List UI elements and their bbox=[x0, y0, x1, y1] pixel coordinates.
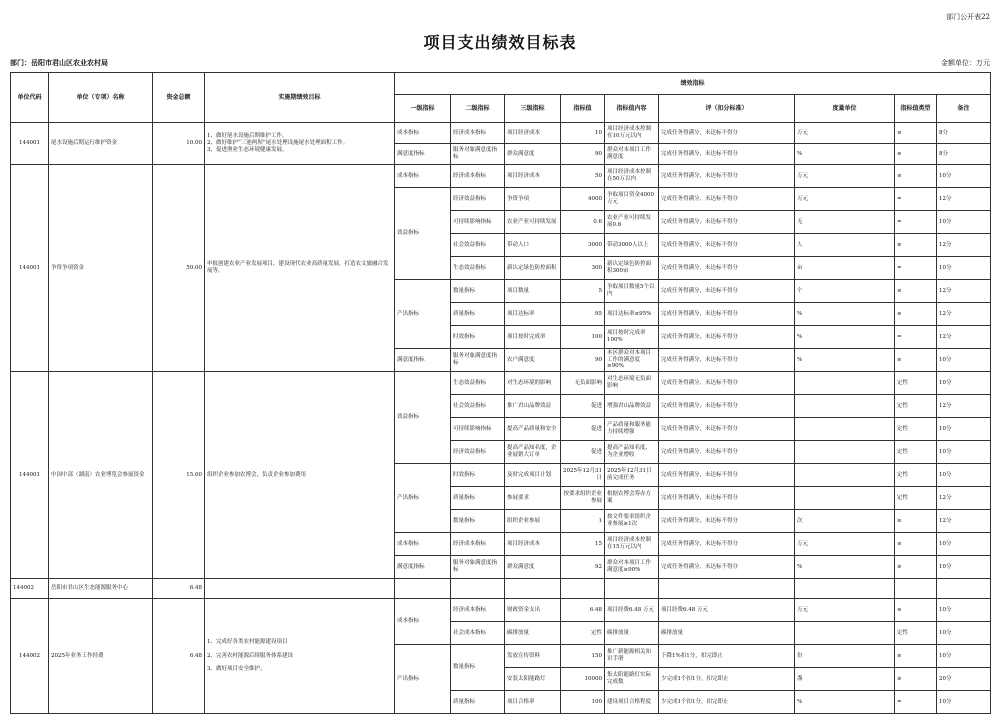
note-cell: 10分 bbox=[937, 464, 991, 487]
level3-cell: 群众满意度 bbox=[505, 556, 561, 579]
unit-code-cell: 144001 bbox=[11, 123, 49, 165]
criteria-cell: 少完成1个扣1分，扣完即止 bbox=[659, 691, 795, 714]
value-cell: 100 bbox=[561, 326, 605, 349]
level1-cell: 效益指标 bbox=[395, 372, 451, 464]
note-cell: 12分 bbox=[937, 188, 991, 211]
level2-cell: 服务对象满意度指标 bbox=[451, 144, 505, 165]
type-cell: ≥ bbox=[895, 144, 937, 165]
content-cell: 群众对本项目工作满意度 bbox=[605, 144, 659, 165]
criteria-cell: 项目经费6.48 万元 bbox=[659, 599, 795, 622]
page-number-label: 部门公开表22 bbox=[946, 13, 990, 21]
type-cell: 定性 bbox=[895, 395, 937, 418]
header-criteria: 评（扣分标准） bbox=[659, 95, 795, 123]
level1-cell: 满意度指标 bbox=[395, 349, 451, 372]
level3-cell: 提高产品质量和安全 bbox=[505, 418, 561, 441]
type-cell: ≥ bbox=[895, 510, 937, 533]
level3-cell: 项目达标率 bbox=[505, 303, 561, 326]
value-cell: 2025年12月31日 bbox=[561, 464, 605, 487]
level3-cell: 争资争项 bbox=[505, 188, 561, 211]
unit-code-cell: 144002 bbox=[11, 599, 49, 714]
content-cell: 对生态环境无负面影响 bbox=[605, 372, 659, 395]
level3-cell: 新认定绿色防控面积 bbox=[505, 257, 561, 280]
unit-summary-row bbox=[11, 579, 991, 599]
measure-cell bbox=[795, 441, 895, 464]
level3-cell: 农户满意度 bbox=[505, 349, 561, 372]
type-cell: ≥ bbox=[895, 234, 937, 257]
total-funds-cell: 10.00 bbox=[153, 123, 205, 165]
note-cell: 12分 bbox=[937, 326, 991, 349]
note-cell: 10分 bbox=[937, 441, 991, 464]
content-cell: 带动3000人以上 bbox=[605, 234, 659, 257]
criteria-cell: 完成任务得满分，未达标不得分 bbox=[659, 280, 795, 303]
measure-cell bbox=[795, 418, 895, 441]
header-unit-name: 单位（专项）名称 bbox=[49, 73, 153, 123]
type-cell: ≤ bbox=[895, 599, 937, 622]
value-cell: 300 bbox=[561, 257, 605, 280]
value-cell: 无负面影响 bbox=[561, 372, 605, 395]
value-cell: 10 bbox=[561, 123, 605, 144]
level2-cell: 经济成本指标 bbox=[451, 599, 505, 622]
note-cell: 10分 bbox=[937, 645, 991, 668]
level2-cell: 社会成本指标 bbox=[451, 622, 505, 645]
note-cell: 10分 bbox=[937, 418, 991, 441]
total-funds-cell: 6.48 bbox=[153, 599, 205, 714]
content-cell: 群众对本项目工作满意度≥90% bbox=[605, 556, 659, 579]
measure-cell: % bbox=[795, 144, 895, 165]
note-cell: 10分 bbox=[937, 533, 991, 556]
content-cell: 项目经济成本控制在15万元以内 bbox=[605, 533, 659, 556]
criteria-cell: 完成任务得满分，未达标不得分 bbox=[659, 487, 795, 510]
page-title: 项目支出绩效目标表 bbox=[423, 33, 577, 52]
level2-cell: 时效指标 bbox=[451, 326, 505, 349]
level2-cell: 数量指标 bbox=[451, 510, 505, 533]
header-value: 指标值 bbox=[561, 95, 605, 123]
type-cell: ≤ bbox=[895, 533, 937, 556]
empty-cell bbox=[395, 579, 451, 599]
header-unit-code: 单位代码 bbox=[11, 73, 49, 123]
content-cell: 项目经济成本控制在50万以内 bbox=[605, 165, 659, 188]
measure-cell bbox=[795, 372, 895, 395]
empty-cell bbox=[205, 579, 395, 599]
note-cell: 10分 bbox=[937, 599, 991, 622]
content-cell: 集太阳能路灯实际完成数 bbox=[605, 668, 659, 691]
content-cell: 推广新能源相关知识手册 bbox=[605, 645, 659, 668]
level2-cell: 数量指标 bbox=[451, 280, 505, 303]
level2-cell: 时效指标 bbox=[451, 464, 505, 487]
measure-cell: % bbox=[795, 556, 895, 579]
type-cell: 定性 bbox=[895, 464, 937, 487]
level3-cell: 组织企业参展 bbox=[505, 510, 561, 533]
empty-cell bbox=[895, 579, 937, 599]
content-cell: 碳排放量 bbox=[605, 622, 659, 645]
value-cell: 150 bbox=[561, 645, 605, 668]
level1-cell: 产出指标 bbox=[395, 645, 451, 714]
unit-name-cell: 岳阳市君山区生态能源服务中心 bbox=[49, 579, 153, 599]
criteria-cell: 完成任务得满分，未达标不得分 bbox=[659, 144, 795, 165]
value-cell: 1 bbox=[561, 510, 605, 533]
measure-cell: 次 bbox=[795, 510, 895, 533]
measure-cell: 人 bbox=[795, 234, 895, 257]
criteria-cell: 完成任务得满分，未达标不得分 bbox=[659, 395, 795, 418]
level2-cell: 可持续影响指标 bbox=[451, 211, 505, 234]
type-cell: 定性 bbox=[895, 487, 937, 510]
type-cell: ≥ bbox=[895, 303, 937, 326]
criteria-cell: 完成任务得满分，未达标不得分 bbox=[659, 441, 795, 464]
note-cell: 8分 bbox=[937, 144, 991, 165]
level3-cell: 项目数量 bbox=[505, 280, 561, 303]
type-cell: ≥ bbox=[895, 668, 937, 691]
content-cell: 2025年12月31日前完成任务 bbox=[605, 464, 659, 487]
value-cell: 5 bbox=[561, 280, 605, 303]
criteria-cell: 完成任务得满分，未达标不得分 bbox=[659, 303, 795, 326]
level1-cell: 成本指标 bbox=[395, 165, 451, 188]
note-cell: 12分 bbox=[937, 487, 991, 510]
level2-cell: 服务对象满意度指标 bbox=[451, 556, 505, 579]
goal-cell: 组织企业参加农博会，负责企业参加费用 bbox=[205, 372, 395, 579]
value-cell: 100 bbox=[561, 691, 605, 714]
type-cell: = bbox=[895, 326, 937, 349]
content-cell: 新认定绿色防控面积300亩 bbox=[605, 257, 659, 280]
value-cell: 15 bbox=[561, 533, 605, 556]
level3-cell: 发放宣传资料 bbox=[505, 645, 561, 668]
type-cell: = bbox=[895, 211, 937, 234]
criteria-cell: 完成任务得满分，未达标不得分 bbox=[659, 349, 795, 372]
table-row bbox=[11, 372, 991, 395]
value-cell: 92 bbox=[561, 556, 605, 579]
criteria-cell: 完成任务得满分，未达标不得分 bbox=[659, 326, 795, 349]
type-cell: = bbox=[895, 188, 937, 211]
content-cell: 争取项目数量5个以内 bbox=[605, 280, 659, 303]
value-cell: 促进 bbox=[561, 441, 605, 464]
level3-cell: 碳排放量 bbox=[505, 622, 561, 645]
measure-cell bbox=[795, 622, 895, 645]
note-cell: 10分 bbox=[937, 372, 991, 395]
measure-cell: 亩 bbox=[795, 257, 895, 280]
measure-cell bbox=[795, 395, 895, 418]
criteria-cell: 完成任务得满分，未达标不得分 bbox=[659, 211, 795, 234]
content-cell: 本区群众对本项目工作的满意度≥90% bbox=[605, 349, 659, 372]
header-type: 指标值类型 bbox=[895, 95, 937, 123]
header-goal: 实施期绩效目标 bbox=[205, 73, 395, 123]
measure-cell: % bbox=[795, 349, 895, 372]
note-cell: 10分 bbox=[937, 211, 991, 234]
unit-code-cell: 144002 bbox=[11, 579, 49, 599]
note-cell: 12分 bbox=[937, 234, 991, 257]
header-level2: 二级指标 bbox=[451, 95, 505, 123]
header-level3: 三级指标 bbox=[505, 95, 561, 123]
content-cell: 争取项目资金4000万元 bbox=[605, 188, 659, 211]
level3-cell: 财政资金支出 bbox=[505, 599, 561, 622]
criteria-cell: 下降1%扣1分，扣完即止 bbox=[659, 645, 795, 668]
level2-cell: 经济成本指标 bbox=[451, 533, 505, 556]
content-cell: 产品质量和服务能力持续增强 bbox=[605, 418, 659, 441]
type-cell: ≤ bbox=[895, 123, 937, 144]
unit-code-cell: 144001 bbox=[11, 165, 49, 372]
level3-cell: 项目合格率 bbox=[505, 691, 561, 714]
criteria-cell: 完成任务得满分，未达标不得分 bbox=[659, 257, 795, 280]
table-row bbox=[11, 123, 991, 144]
level1-cell: 成本指标 bbox=[395, 533, 451, 556]
criteria-cell: 完成任务得满分，未达标不得分 bbox=[659, 372, 795, 395]
measure-cell: 盏 bbox=[795, 668, 895, 691]
level3-cell: 带动人口 bbox=[505, 234, 561, 257]
level3-cell: 项目经济成本 bbox=[505, 123, 561, 144]
value-cell: 6.48 bbox=[561, 599, 605, 622]
empty-cell bbox=[937, 579, 991, 599]
type-cell: 定性 bbox=[895, 622, 937, 645]
note-cell: 12分 bbox=[937, 280, 991, 303]
level1-cell: 效益指标 bbox=[395, 188, 451, 280]
header-total-funds: 资金总额 bbox=[153, 73, 205, 123]
measure-cell bbox=[795, 464, 895, 487]
empty-cell bbox=[451, 579, 505, 599]
empty-cell bbox=[795, 579, 895, 599]
type-cell: ≤ bbox=[895, 165, 937, 188]
level3-cell: 推广君山品牌效益 bbox=[505, 395, 561, 418]
unit-name-cell: 争资争项资金 bbox=[49, 165, 153, 372]
criteria-cell: 完成任务得满分，未达标不得分 bbox=[659, 123, 795, 144]
measure-cell: 无 bbox=[795, 211, 895, 234]
content-cell: 建设项目合格程度 bbox=[605, 691, 659, 714]
level2-cell: 质量指标 bbox=[451, 487, 505, 510]
table-row bbox=[11, 165, 991, 188]
empty-cell bbox=[561, 579, 605, 599]
content-cell: 农业产业可持续发展0.6 bbox=[605, 211, 659, 234]
level2-cell: 社会效益指标 bbox=[451, 234, 505, 257]
value-cell: 10000 bbox=[561, 668, 605, 691]
type-cell: ≥ bbox=[895, 645, 937, 668]
level3-cell: 项目按时完成率 bbox=[505, 326, 561, 349]
level3-cell: 对生态环境的影响 bbox=[505, 372, 561, 395]
unit-name-cell: 尾水设施后期运行维护资金 bbox=[49, 123, 153, 165]
value-cell: 4000 bbox=[561, 188, 605, 211]
level2-cell: 数量指标 bbox=[451, 645, 505, 691]
level1-cell: 成本指标 bbox=[395, 599, 451, 645]
note-cell: 10分 bbox=[937, 691, 991, 714]
unit-name-cell: 2025年业务工作经费 bbox=[49, 599, 153, 714]
level3-cell: 安装太阳能路灯 bbox=[505, 668, 561, 691]
value-cell: 促进 bbox=[561, 395, 605, 418]
empty-cell bbox=[505, 579, 561, 599]
performance-table bbox=[10, 72, 991, 714]
level2-cell: 生态效益指标 bbox=[451, 257, 505, 280]
level2-cell: 质量指标 bbox=[451, 691, 505, 714]
type-cell: ≤ bbox=[895, 280, 937, 303]
value-cell: 95 bbox=[561, 303, 605, 326]
measure-cell: 万元 bbox=[795, 599, 895, 622]
measure-cell bbox=[795, 487, 895, 510]
level2-cell: 质量指标 bbox=[451, 303, 505, 326]
measure-cell: 万元 bbox=[795, 188, 895, 211]
note-cell: 10分 bbox=[937, 165, 991, 188]
measure-cell: % bbox=[795, 303, 895, 326]
note-cell: 12分 bbox=[937, 395, 991, 418]
content-cell: 项目达标率≥95% bbox=[605, 303, 659, 326]
content-cell: 项目经费6.48 万元 bbox=[605, 599, 659, 622]
measure-cell: 个 bbox=[795, 280, 895, 303]
header-performance: 绩效指标 bbox=[395, 73, 991, 95]
criteria-cell: 完成任务得满分，未达标不得分 bbox=[659, 464, 795, 487]
measure-cell: 万元 bbox=[795, 123, 895, 144]
empty-cell bbox=[659, 579, 795, 599]
measure-cell: 万元 bbox=[795, 533, 895, 556]
level1-cell: 产出指标 bbox=[395, 464, 451, 533]
type-cell: 定性 bbox=[895, 441, 937, 464]
goal-cell: 申报创建农业产业发展项目，建设现代农业高质量发展，打造农文旅融合发展等。 bbox=[205, 165, 395, 372]
level3-cell: 项目经济成本 bbox=[505, 165, 561, 188]
criteria-cell: 完成任务得满分，未达标不得分 bbox=[659, 188, 795, 211]
type-cell: 定性 bbox=[895, 418, 937, 441]
level3-cell: 及时完成项目计划 bbox=[505, 464, 561, 487]
content-cell: 提高产品知名度，为企业增收 bbox=[605, 441, 659, 464]
type-cell: = bbox=[895, 257, 937, 280]
amount-unit-label: 金额单位：万元 bbox=[941, 59, 990, 67]
empty-cell bbox=[605, 579, 659, 599]
criteria-cell: 完成任务得满分，未达标不得分 bbox=[659, 165, 795, 188]
type-cell: ≥ bbox=[895, 556, 937, 579]
unit-code-cell: 144001 bbox=[11, 372, 49, 579]
measure-cell: % bbox=[795, 691, 895, 714]
level2-cell: 经济成本指标 bbox=[451, 123, 505, 144]
department-label: 部门：岳阳市君山区农业农村局 bbox=[10, 58, 108, 67]
value-cell: 0.6 bbox=[561, 211, 605, 234]
total-funds-cell: 15.00 bbox=[153, 372, 205, 579]
content-cell: 增强君山品牌效益 bbox=[605, 395, 659, 418]
level2-cell: 经济效益指标 bbox=[451, 441, 505, 464]
header-level1: 一级指标 bbox=[395, 95, 451, 123]
level1-cell: 成本指标 bbox=[395, 123, 451, 144]
criteria-cell: 完成任务得满分，未达标不得分 bbox=[659, 418, 795, 441]
goal-cell: 1、完成好各类农村能源建设项目 2、完善农村能源后续服务体系建设 3、做好项目安全维护。 bbox=[205, 599, 395, 714]
level2-cell: 可持续影响指标 bbox=[451, 418, 505, 441]
content-cell: 项目按时完成率100% bbox=[605, 326, 659, 349]
value-cell: 定性 bbox=[561, 622, 605, 645]
note-cell: 10分 bbox=[937, 349, 991, 372]
header-measure: 度量单位 bbox=[795, 95, 895, 123]
measure-cell: 份 bbox=[795, 645, 895, 668]
content-cell: 根据农博会筹办方案 bbox=[605, 487, 659, 510]
total-funds-cell: 6.48 bbox=[153, 579, 205, 599]
level3-cell: 群众满意度 bbox=[505, 144, 561, 165]
level2-cell: 服务对象满意度指标 bbox=[451, 349, 505, 372]
level3-cell: 参展要求 bbox=[505, 487, 561, 510]
note-cell: 10分 bbox=[937, 622, 991, 645]
criteria-cell: 完成任务得满分，未达标不得分 bbox=[659, 556, 795, 579]
note-cell: 10分 bbox=[937, 257, 991, 280]
criteria-cell: 完成任务得满分，未达标不得分 bbox=[659, 510, 795, 533]
value-cell: 3000 bbox=[561, 234, 605, 257]
level3-cell: 农业产业可持续发展 bbox=[505, 211, 561, 234]
measure-cell: % bbox=[795, 326, 895, 349]
level3-cell: 项目经济成本 bbox=[505, 533, 561, 556]
note-cell: 12分 bbox=[937, 303, 991, 326]
level1-cell: 满意度指标 bbox=[395, 556, 451, 579]
level1-cell: 产出指标 bbox=[395, 280, 451, 349]
header-note: 备注 bbox=[937, 95, 991, 123]
value-cell: 90 bbox=[561, 144, 605, 165]
note-cell: 10分 bbox=[937, 556, 991, 579]
type-cell: = bbox=[895, 691, 937, 714]
value-cell: 按要求组织企业参展 bbox=[561, 487, 605, 510]
level3-cell: 提高产品知名度，企业展销大订单 bbox=[505, 441, 561, 464]
level2-cell: 经济效益指标 bbox=[451, 188, 505, 211]
level1-cell: 满意度指标 bbox=[395, 144, 451, 165]
level2-cell: 经济成本指标 bbox=[451, 165, 505, 188]
note-cell: 20分 bbox=[937, 668, 991, 691]
unit-name-cell: 中国中部（湖南）农业博览会参展资金 bbox=[49, 372, 153, 579]
value-cell: 50 bbox=[561, 165, 605, 188]
table-row bbox=[11, 599, 991, 622]
level2-cell: 生态效益指标 bbox=[451, 372, 505, 395]
header-content: 指标值内容 bbox=[605, 95, 659, 123]
measure-cell: 万元 bbox=[795, 165, 895, 188]
value-cell: 促进 bbox=[561, 418, 605, 441]
level2-cell: 社会效益指标 bbox=[451, 395, 505, 418]
criteria-cell: 完成任务得满分，未达标不得分 bbox=[659, 234, 795, 257]
value-cell: 90 bbox=[561, 349, 605, 372]
total-funds-cell: 50.00 bbox=[153, 165, 205, 372]
type-cell: ≥ bbox=[895, 349, 937, 372]
content-cell: 项目经济成本控制在10万元以内 bbox=[605, 123, 659, 144]
note-cell: 12分 bbox=[937, 510, 991, 533]
goal-cell: 1、做好尾水设施后期维护工作。 2、做好维护“三池两坝”尾水处理设施尾水处理面积工作。 3、促进渔业生态环境健康发展。 bbox=[205, 123, 395, 165]
note-cell: 8分 bbox=[937, 123, 991, 144]
type-cell: 定性 bbox=[895, 372, 937, 395]
criteria-cell: 完成任务得满分，未达标不得分 bbox=[659, 533, 795, 556]
content-cell: 按文件要求组织企业参展≥1次 bbox=[605, 510, 659, 533]
criteria-cell: 碳排放量 bbox=[659, 622, 795, 645]
criteria-cell: 少完成1个扣1分，扣完即止 bbox=[659, 668, 795, 691]
